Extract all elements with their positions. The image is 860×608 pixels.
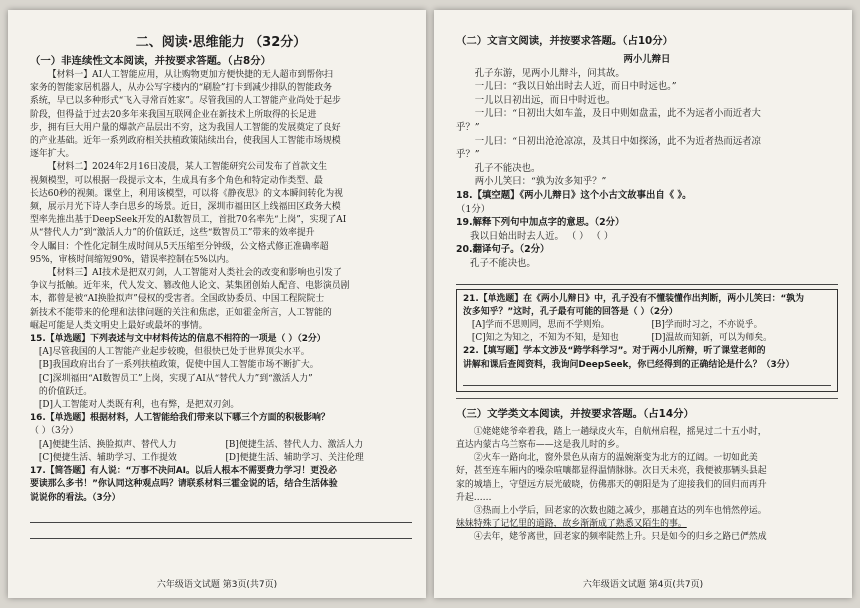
material-line: 系统，早已以多种形式“飞入寻常百姓家”。尽管我国的人工智能产业尚处于起步	[30, 96, 341, 107]
answer-line[interactable]	[463, 372, 831, 386]
option-c[interactable]: [C]知之为知之，不知为不知，是知也	[471, 333, 619, 344]
question-stem: 讲解和课后查阅资料，我询问DeepSeek，你已经得到的正确结论是什么？（3分）	[463, 359, 795, 370]
text-line: 两小儿笑曰：“孰为汝多知乎？”	[474, 176, 607, 188]
text-line: 乎？”	[456, 121, 480, 133]
question-20	[456, 243, 838, 284]
story-line: ①姥姥姥爷牵着我，踏上一趟绿皮火车，自航州启程，摇晃过二十五小时，	[473, 426, 767, 437]
question-stem: 20.翻译句子。（2分）	[456, 244, 550, 256]
part3-heading: （三）文学类文本阅读，并按要求答题。（占14分）	[456, 407, 694, 420]
option-c[interactable]: [C]便捷生活、辅助学习、工作提效	[38, 452, 177, 463]
text-line: 一儿曰：“日初出大如车盖，及日中则如盘盂，此不为远者小而近者大	[474, 108, 761, 120]
question-18	[456, 189, 838, 216]
story-line: ②火车一路向北，窗外景色从南方的温婉渐变为北方的辽阔。一切如此美	[473, 453, 758, 464]
part2-heading: （二）文言文阅读，并按要求答题。（占10分）	[456, 35, 674, 47]
section-title: 二、阅读·思维能力 （32分）	[135, 35, 307, 50]
material-line: 争议与抵触。近年来，代人发文、篡改他人论文、某集团创始人配音、电影演员剧	[30, 281, 350, 292]
material-1	[30, 69, 412, 161]
material-line: 【材料二】2024年2月16日凌晨，某人工智能研究公司发布了首款文生	[47, 162, 327, 173]
story-line: 好，甚至连车厢内的噪杂喧嚷都显得温情脉脉。次日天未亮，我便被那辆头县起	[456, 466, 767, 477]
poem-title: 两小儿辩日	[623, 54, 671, 65]
text-line: 一儿曰：“日初出沧沧凉凉，及其日中如探汤，此不为近者热而远者凉	[474, 135, 761, 147]
question-stem-continued: （ ）（3分）	[30, 426, 79, 437]
material-line: 逐年扩大。	[30, 149, 75, 160]
material-3	[30, 267, 412, 333]
material-line: 崛起可能是人类文明史上最好或最坏的事情。	[30, 320, 208, 331]
question-stem: 汝多知乎？”这时，孔子最有可能的回答是（ ）（2分）	[463, 306, 678, 317]
material-line: 95%，审核时间缩短90%，错误率控制在5%以内。	[30, 254, 235, 265]
question-15	[30, 333, 412, 412]
classical-text	[456, 67, 838, 189]
story-line: 直达内蒙古乌兰察布——这是我儿时的乡。	[456, 439, 625, 450]
material-line: 家务的智能家居机器人，从办公写字楼内的“刷脸”打卡到减少排队的智能政务	[30, 83, 332, 94]
story-line-underlined: 妹妹特殊了记忆里的道路，故乡渐渐成了熟悉又陌生的事。	[456, 519, 687, 530]
question-16	[30, 412, 412, 465]
material-line: 【材料三】AI技术是把双刃剑，人工智能对人类社会的改变和影响也引发了	[47, 268, 342, 279]
option-a[interactable]: [A]便捷生活、换脸拟声、替代人力	[38, 439, 177, 450]
answer-line[interactable]	[30, 509, 412, 523]
text-line: 一儿以日初出远，而日中时近也。	[474, 94, 616, 106]
option-a[interactable]: [A]学而不思则罔，思而不学则殆。	[471, 319, 610, 330]
question-stem: 15.【单选题】下列表述与文中材料传达的信息不相符的一项是（ ）（2分）	[30, 334, 326, 345]
option-row	[30, 452, 412, 465]
story-line: ③热而上小学后，回老家的次数也随之减少，那趟直达的列车也悄然停运。	[473, 505, 767, 516]
question-17	[30, 465, 412, 539]
part1-heading: （一）非连续性文本阅读，并按要求答题。（占8分）	[30, 55, 272, 67]
question-stem: 21.【单选题】在《两小儿辩日》中，孔子没有不懂装懂作出判断，两小儿笑曰：“孰为	[463, 293, 805, 304]
option-row	[30, 439, 412, 452]
questions-21-22-box	[456, 289, 838, 392]
option-b[interactable]: [B]便捷生活、替代人力、激活人力	[225, 439, 364, 450]
option-a[interactable]: [A]尽管我国的人工智能产业起步较晚，但很快已处于世界顶尖水平。	[38, 347, 310, 358]
option-d[interactable]: [D]便捷生活、辅助学习、关注伦理	[225, 452, 364, 463]
page-footer: 六年级语文试题 第4页(共7页)	[582, 580, 704, 590]
text-line: 孔子东游，见两小儿辩斗，问其故。	[474, 67, 625, 79]
story-text	[456, 426, 838, 545]
question-19	[456, 216, 838, 243]
option-d[interactable]: [D]人工智能对人类既有利，也有弊，是把双刃剑。	[38, 400, 240, 411]
question-stem: 19.解释下列句中加点字的意思。（2分）	[456, 217, 625, 229]
material-line: 新技术不能带来的伦理和法律问题的关注和焦虑，正如霍金所言，人工智能的	[30, 307, 332, 318]
page-footer: 六年级语文试题 第3页(共7页)	[156, 580, 278, 590]
page-4-content	[456, 34, 838, 570]
story-line: 家的城墙上，守望远方辰光破晓，仿佛那天的朝阳是为了迎接我们的回归而再升	[456, 479, 767, 490]
material-line: 本，都曾是被“AI换脸拟声”侵权的受害者。全国政协委员、中国工程院院士	[30, 294, 325, 305]
divider	[456, 398, 838, 399]
material-line: 从“替代人力”到“激活人力”的价值跃迁，这些“数智员工”带来的效率提升	[30, 228, 315, 239]
material-line: 【材料一】AI人工智能应用，从让购物更加方便快捷的无人超市到帮你扫	[47, 70, 333, 80]
question-stem: 要读那么多书！”你认同这种观点吗？请联系材料三霍金说的话，结合生活体验	[30, 479, 338, 490]
question-stem: 22.【填写题】学本文涉及“跨学科学习”。对于两小儿所辩，听了课堂老师的	[463, 346, 766, 357]
material-line: 令人瞩目：个性化定制生成时间从5天压缩至分钟级，公文格式修正准确率超	[30, 241, 329, 252]
text-line: 一儿曰：“我以日始出时去人近，而日中时远也。”	[474, 81, 677, 93]
exam-page-4	[434, 10, 852, 598]
text-line: 孔子不能决也。	[474, 162, 541, 174]
option-c-continued: 的价值跃迁。	[38, 386, 93, 397]
exam-page-3	[8, 10, 426, 598]
option-row	[463, 332, 831, 345]
answer-line[interactable]	[30, 525, 412, 539]
material-line: 型率先推出基于DeepSeek开发的AI数智员工，首批70名率先“上岗”，实现了AI	[30, 215, 347, 226]
material-2	[30, 161, 412, 267]
material-line: 的产业基础。近年一系列政府相关扶植政策陆续出台，使我国人工智能市场规模	[30, 136, 341, 147]
option-c[interactable]: [C]深圳福田“AI数智员工”上岗，实现了AI从“替代人力”到“激活人力”	[38, 373, 313, 384]
story-line: 升起……	[456, 492, 492, 503]
story-line: ④去年，姥爷离世，回老家的频率陡然上升。只是如今的归乡之路已俨然成	[473, 532, 767, 543]
question-sentence: 孔子不能决也。	[470, 257, 536, 269]
material-line: 步，拥有巨大用户量的爆款产品层出不穷，这为我国人工智能的发展奠定了良好	[30, 122, 341, 133]
question-sentence[interactable]: 我以日始出时去人近。 （ ） （ ）	[470, 230, 614, 242]
question-stem: 说说你的看法。（3分）	[30, 492, 121, 503]
question-stem: 17.【简答题】有人说：“万事不决问AI。以后人根本不需要费力学习！更没必	[30, 466, 337, 477]
material-line: 视频模型，可以根据一段提示文本，生成具有多个角色和特定动作类型、最	[30, 175, 323, 186]
option-b[interactable]: [B]学而时习之，不亦说乎。	[651, 319, 763, 330]
question-stem: 16.【单选题】根据材料，人工智能给我们带来以下哪三个方面的积极影响？	[30, 413, 330, 424]
option-row	[463, 319, 831, 332]
option-b[interactable]: [B]我国政府出台了一系列扶植政策，促使中国人工智能市场不断扩大。	[38, 360, 319, 371]
page-3-content	[30, 34, 412, 570]
question-stem[interactable]: 18.【填空题】《两小儿辩日》这个小古文故事出自《 》。	[456, 189, 692, 201]
answer-line[interactable]	[456, 271, 838, 285]
question-points: （1分）	[456, 203, 491, 215]
material-line: 长达60秒的视频。课堂上，利用该模型，可以将《静夜思》的文本瞬间转化为视	[30, 188, 344, 199]
option-d[interactable]: [D]温故而知新，可以为师矣。	[651, 333, 772, 344]
text-line: 乎？”	[456, 149, 480, 161]
material-line: 阶段，但得益于过去20多年来我国互联网企业在新技术上所取得的长足进	[30, 109, 317, 120]
material-line: 频，展示月光下诗人李白思乡的场景。近日，深圳市福田区上线福田区政务大模	[30, 202, 341, 213]
